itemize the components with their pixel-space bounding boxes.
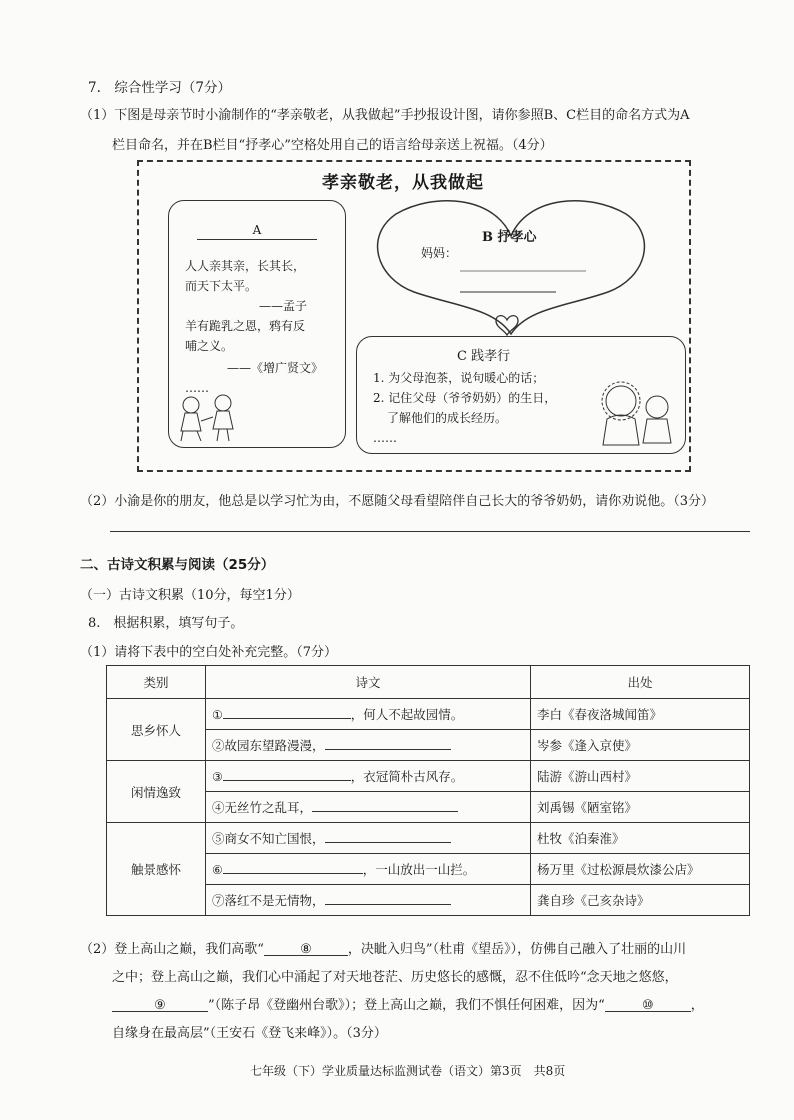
source-cell: 陆游《游山西村》	[531, 761, 750, 792]
q7-heading: 7. 综合性学习（7分）	[88, 80, 231, 96]
blank-6[interactable]	[223, 860, 363, 874]
page-footer: 七年级（下）学业质量达标监测试卷（语文）第3页 共8页	[250, 1064, 566, 1078]
blank-5[interactable]	[325, 829, 451, 843]
poem-text: ，衣冠简朴古风存。	[350, 769, 464, 784]
section-b-label: B 抒孝心	[482, 230, 537, 245]
poem-cell	[206, 885, 531, 916]
table-row	[107, 823, 750, 854]
header-source: 出处	[531, 666, 750, 699]
poster-title: 孝亲敬老，从我做起	[322, 173, 484, 193]
section-a-line: ——《增广贤文》	[227, 361, 324, 375]
blank-7[interactable]	[325, 891, 451, 905]
table-header-row	[107, 666, 750, 699]
source-cell: 龚自珍《己亥杂诗》	[531, 885, 750, 916]
q8-heading: 8. 根据积累，填写句子。	[88, 616, 244, 631]
text: ，	[690, 998, 704, 1013]
q8-part2-line1	[80, 938, 686, 957]
text: ”（陈子昂《登幽州台歌》）；登上高山之巅，我们不惧任何困难，因为“	[208, 998, 605, 1013]
source-cell: 刘禹锡《陋室铭》	[531, 792, 750, 823]
children-illustration	[175, 391, 243, 445]
blank-4[interactable]	[312, 798, 458, 812]
source-cell: 李白《春夜洛城闻笛》	[531, 699, 750, 730]
section2-sub1: （一）古诗文积累（10分，每空1分）	[80, 588, 300, 603]
source-cell: 杜牧《泊秦淮》	[531, 823, 750, 854]
section-c-line: 了解他们的成长经历。	[387, 411, 508, 425]
section-a-line: ——孟子	[259, 299, 308, 313]
table-row	[107, 761, 750, 792]
poem-cell	[206, 792, 531, 823]
section-c-line: 2. 记住父母（爷爷奶奶）的生日，	[373, 391, 557, 405]
q8-part2-line2: 之中；登上高山之巅，我们心中涌起了对天地苍茫、历史悠长的感慨，忍不住低吟“念天地之悠悠，	[112, 970, 678, 985]
poem-text: ⑦落红不是无情物，	[212, 893, 325, 908]
poem-cell	[206, 854, 531, 885]
blank-number: ⑩	[641, 998, 654, 1013]
poem-text: ④无丝竹之乱耳，	[212, 800, 313, 815]
poem-text: ，一山放出一山拦。	[362, 862, 476, 877]
poem-text: ②故园东望路漫漫，	[212, 738, 325, 753]
section-c-label: C 践孝行	[457, 349, 511, 364]
blank-number: ⑧	[300, 942, 312, 957]
small-heart-icon	[494, 314, 520, 336]
q7-part1-line2: 栏目命名，并在B栏目“抒孝心”空格处用自己的语言给母亲送上祝福。（4分）	[112, 138, 553, 153]
text: （2）登上高山之巅，我们高歌“	[80, 942, 264, 957]
blank-8[interactable]	[264, 942, 348, 956]
poem-text: ，何人不起故园情。	[350, 707, 464, 722]
category-cell: 闲情逸致	[107, 761, 206, 823]
text: ，决眦入归鸟”（杜甫《望岳》），仿佛自己融入了壮丽的山川	[347, 942, 687, 957]
poster-section-c	[356, 336, 686, 454]
section-b-mom: 妈妈：	[421, 246, 458, 260]
poem-text: ⑤商女不知亡国恨，	[212, 831, 325, 846]
blank-number: ⑨	[154, 998, 166, 1013]
header-poem: 诗文	[206, 666, 531, 699]
section-a-line: 而天下太平。	[185, 279, 258, 293]
source-cell: 岑参《逢入京使》	[531, 730, 750, 761]
category-cell: 思乡怀人	[107, 699, 206, 761]
blank-number: ⑥	[212, 863, 223, 877]
answer-line	[110, 531, 750, 532]
section-a-line: 人人亲其亲，长其长，	[185, 259, 306, 273]
section-a-line: 羊有跪乳之恩，鸦有反	[185, 319, 306, 333]
section2-heading: 二、古诗文积累与阅读（25分）	[80, 557, 275, 573]
header-category: 类别	[107, 666, 206, 699]
blank-9[interactable]	[112, 998, 208, 1012]
q8-part1: （1）请将下表中的空白处补充完整。（7分）	[80, 645, 338, 660]
blank-number: ③	[212, 770, 223, 784]
poem-cell	[206, 699, 531, 730]
q7-part1-line1: （1）下图是母亲节时小渝制作的“孝亲敬老，从我做起”手抄报设计图，请你参照B、C栏目的命名方式为A	[80, 108, 690, 123]
grandma-child-illustration	[595, 381, 681, 451]
poetry-table	[106, 665, 750, 916]
section-a-label: A	[197, 223, 317, 240]
poem-cell	[206, 823, 531, 854]
blank-2[interactable]	[325, 736, 451, 750]
poster-section-a	[168, 200, 346, 448]
section-c-line: ……	[373, 431, 397, 445]
section-c-line: 1. 为父母泡茶，说句暖心的话；	[373, 371, 545, 385]
blank-number: ①	[212, 708, 223, 722]
table-row	[107, 699, 750, 730]
category-cell: 触景感怀	[107, 823, 206, 916]
q8-part2-line4: 自缘身在最高层”（王安石《登飞来峰》）。（3分）	[112, 1026, 387, 1041]
section-a-line: ……	[185, 381, 209, 395]
blank-1[interactable]	[223, 705, 351, 719]
blank-3[interactable]	[223, 767, 351, 781]
q7-part2: （2）小渝是你的朋友，他总是以学习忙为由，不愿随父母看望陪伴自己长大的爷爷奶奶，请你劝说他。（3分）	[80, 494, 715, 509]
source-cell: 杨万里《过松源晨炊漆公店》	[531, 854, 750, 885]
q8-part2-line3	[112, 994, 704, 1013]
poem-cell	[206, 761, 531, 792]
blank-10[interactable]	[605, 998, 691, 1012]
poem-cell	[206, 730, 531, 761]
section-a-line: 哺之义。	[185, 339, 234, 353]
